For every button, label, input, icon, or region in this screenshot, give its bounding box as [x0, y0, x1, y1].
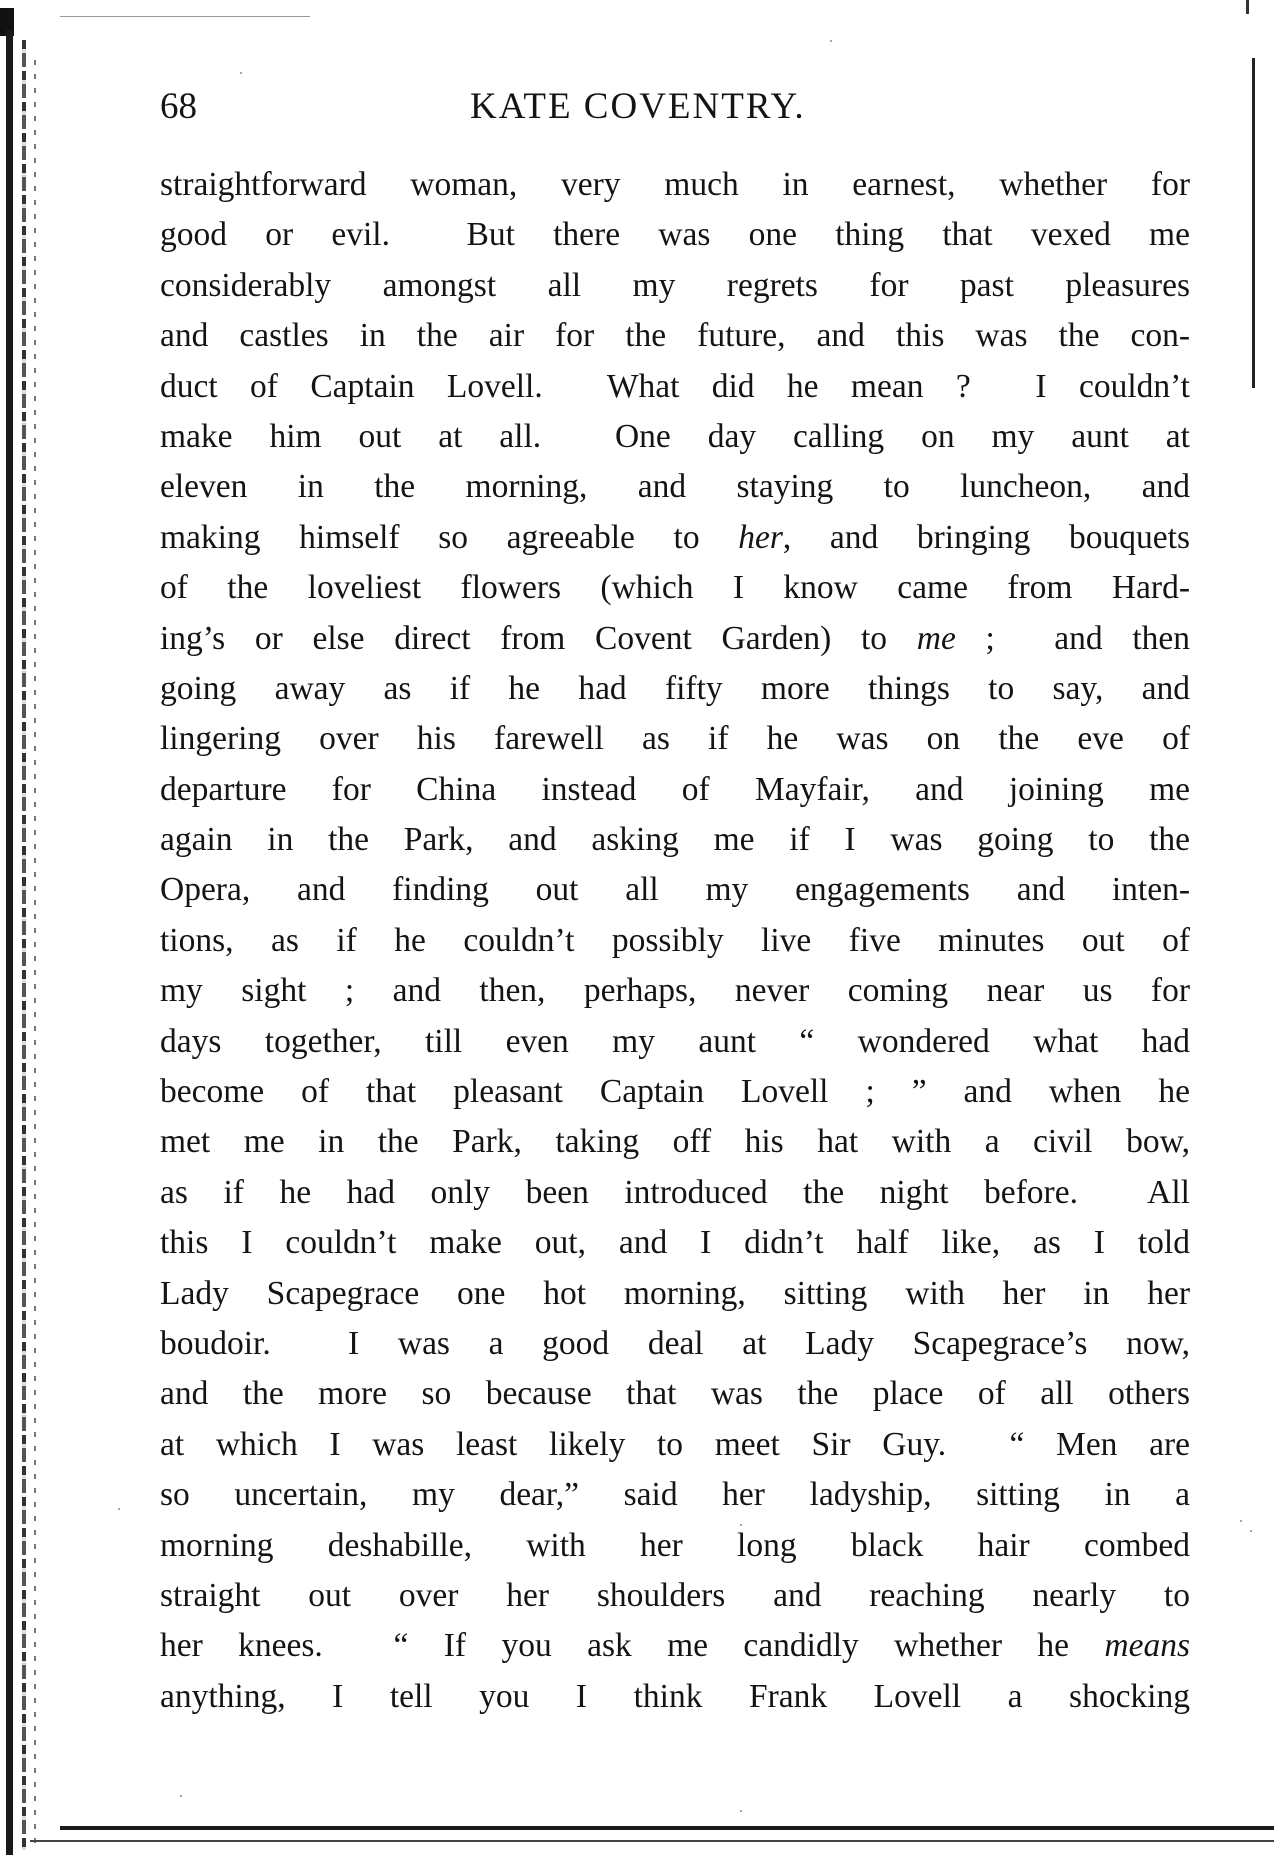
text-segment: good or evil. But there was one thing that vexed me — [160, 216, 1190, 254]
text-segment: making himself so agreeable to — [160, 518, 739, 556]
text-line — [160, 1672, 1190, 1722]
text-segment: duct of Captain Lovell. What did he mean ? I couldn’t — [160, 367, 1190, 405]
scan-speck — [180, 1795, 182, 1797]
text-segment: met me in the Park, taking off his hat with a civil bow, — [160, 1123, 1190, 1161]
italic-emphasis: her — [738, 518, 783, 556]
text-line — [160, 362, 1190, 412]
binding-inner-shadow — [34, 60, 36, 1850]
text-segment: ing’s or else direct from Covent Garden) to — [160, 619, 917, 657]
text-segment: at which I was least likely to meet Sir Guy. “ Men are — [160, 1425, 1190, 1463]
text-segment: boudoir. I was a good deal at Lady Scapegrace’s now, — [160, 1324, 1190, 1362]
text-segment: anything, I tell you I think Frank Lovell a shocking — [160, 1677, 1190, 1715]
page-number: 68 — [160, 86, 197, 127]
text-segment: considerably amongst all my regrets for past pleasures — [160, 266, 1190, 304]
top-scan-mark — [60, 16, 310, 17]
text-segment: straightforward woman, very much in earnest, whether for — [160, 166, 1190, 203]
text-segment: lingering over his farewell as if he was on the eve of — [160, 720, 1190, 758]
text-line — [160, 966, 1190, 1016]
text-line — [160, 462, 1190, 512]
running-title: KATE COVENTRY. — [470, 86, 806, 127]
text-line — [160, 412, 1190, 462]
text-segment: as if he had only been introduced the night before. All — [160, 1173, 1190, 1211]
text-line — [160, 865, 1190, 915]
text-segment: departure for China instead of Mayfair, and joining me — [160, 770, 1190, 808]
bottom-page-edge-shadow — [30, 1840, 1274, 1842]
text-line — [160, 1369, 1190, 1419]
text-segment: so uncertain, my dear,” said her ladyship, sitting in a — [160, 1476, 1190, 1514]
text-segment: of the loveliest flowers (which I know came from Hard- — [160, 569, 1190, 607]
text-line — [160, 664, 1190, 714]
binding-stitching — [22, 40, 26, 1850]
text-line — [160, 160, 1190, 210]
scan-speck — [1250, 1530, 1252, 1532]
body-text — [160, 160, 1190, 1722]
text-line — [160, 1521, 1190, 1571]
text-segment: days together, till even my aunt “ wondered what had — [160, 1022, 1190, 1060]
text-line — [160, 1420, 1190, 1470]
text-line — [160, 261, 1190, 311]
text-segment: and the more so because that was the place of all others — [160, 1375, 1190, 1413]
text-segment: , and bringing bouquets — [782, 518, 1190, 556]
text-segment: going away as if he had fifty more things to say, and — [160, 669, 1190, 707]
right-margin-rule — [1252, 58, 1255, 388]
text-line — [160, 1470, 1190, 1520]
text-segment: this I couldn’t make out, and I didn’t half like, as I told — [160, 1224, 1190, 1262]
text-segment: Opera, and finding out all my engagements and inten- — [160, 871, 1190, 909]
text-line — [160, 1117, 1190, 1167]
text-segment: and castles in the air for the future, and this was the con- — [160, 317, 1190, 355]
scan-speck — [1240, 1520, 1242, 1522]
text-line — [160, 513, 1190, 563]
text-line — [160, 765, 1190, 815]
text-segment: morning deshabille, with her long black hair combed — [160, 1526, 1190, 1564]
text-line — [160, 1571, 1190, 1621]
text-line — [160, 1319, 1190, 1369]
scan-speck — [118, 1508, 120, 1510]
text-segment: her knees. “ If you ask me candidly whether he — [160, 1627, 1105, 1665]
text-segment: again in the Park, and asking me if I was going to the — [160, 821, 1190, 859]
text-line — [160, 614, 1190, 664]
book-binding-edge — [0, 0, 46, 1855]
text-line — [160, 563, 1190, 613]
text-line — [160, 1218, 1190, 1268]
text-segment: my sight ; and then, perhaps, never coming near us for — [160, 972, 1190, 1010]
text-segment: straight out over her shoulders and reaching nearly to — [160, 1576, 1190, 1614]
text-line — [160, 1168, 1190, 1218]
text-segment: ; and then — [955, 619, 1190, 657]
scan-speck — [240, 72, 242, 74]
text-line — [160, 916, 1190, 966]
text-segment: eleven in the morning, and staying to luncheon, and — [160, 468, 1190, 506]
text-line — [160, 1269, 1190, 1319]
text-line — [160, 1621, 1190, 1671]
scan-speck — [740, 1810, 742, 1812]
text-segment: become of that pleasant Captain Lovell ; ” and when he — [160, 1073, 1190, 1111]
scan-speck — [830, 40, 832, 42]
text-segment: make him out at all. One day calling on my aunt at — [160, 417, 1190, 455]
text-line — [160, 1067, 1190, 1117]
text-line — [160, 210, 1190, 260]
page-header — [160, 82, 1190, 132]
text-segment: tions, as if he couldn’t possibly live five minutes out of — [160, 921, 1190, 959]
text-segment: Lady Scapegrace one hot morning, sitting with her in her — [160, 1274, 1190, 1312]
text-line — [160, 1017, 1190, 1067]
text-line — [160, 815, 1190, 865]
italic-emphasis: me — [916, 619, 956, 657]
scan-speck — [740, 1524, 742, 1526]
right-scan-tick — [1246, 0, 1249, 14]
binding-dark-edge — [6, 30, 13, 1855]
italic-emphasis: means — [1104, 1627, 1190, 1665]
bottom-page-edge — [60, 1826, 1274, 1830]
text-line — [160, 714, 1190, 764]
text-line — [160, 311, 1190, 361]
